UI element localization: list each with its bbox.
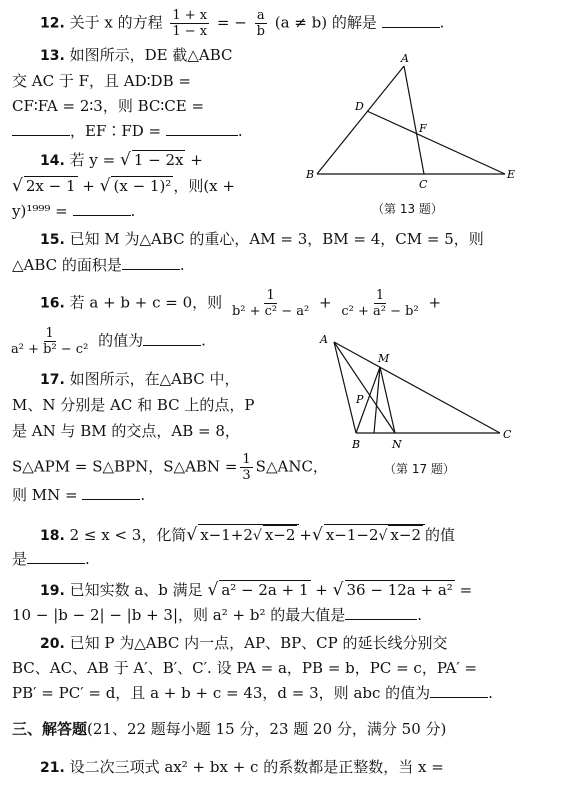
q13-blank2[interactable]	[166, 123, 238, 136]
q15-text1: 已知 M 为△ABC 的重心，AM = 3，BM = 4，CM = 5，则	[69, 230, 484, 248]
q13-label-d: D	[355, 100, 364, 113]
q16-end: .	[201, 331, 206, 350]
q14-plus2: +	[82, 177, 95, 195]
q17-frac-den: 3	[242, 468, 251, 483]
q19-sqrt1: a² − 2a + 1	[221, 581, 309, 599]
q16-line2	[6, 326, 206, 357]
q17-label-c: C	[503, 428, 512, 441]
q16-frac2	[339, 288, 420, 319]
q15-line2	[12, 256, 185, 274]
q12-line	[40, 8, 444, 39]
q16-tail: 的值为	[98, 331, 144, 350]
q19-number: 19.	[40, 583, 65, 599]
q21-number: 21.	[40, 760, 65, 776]
q18-number: 18.	[40, 528, 65, 544]
q19-sqrt2: 36 − 12a + a²	[346, 581, 453, 599]
q18-line2	[12, 550, 90, 568]
q14-blank[interactable]	[73, 203, 131, 216]
q18-end: .	[85, 550, 90, 568]
q17-end: .	[140, 486, 146, 504]
q18-blank[interactable]	[27, 551, 85, 564]
q16-line1	[40, 288, 441, 319]
q16-f1-den: b² + c² − a²	[231, 304, 310, 319]
q18-plus: +	[299, 526, 312, 544]
q20-blank[interactable]	[430, 685, 488, 698]
q18-line1: 18. 2 ≤ x < 3，化简√ x−1+2√ x−2 +√ x−1−2√ x−2 的值	[40, 525, 456, 545]
q15-text2: △ABC 的面积是	[12, 256, 122, 274]
q20-text3: PB′ = PC′ = d，且 a + b + c = 43，d = 3，则 abc 的值为	[12, 684, 431, 702]
q21-text1: 设二次三项式 ax² + bx + c 的系数都是正整数，当 x =	[69, 758, 444, 776]
q19-text2: 10 − |b − 2| − |b + 3|，则 a² + b² 的最大值是	[12, 606, 346, 624]
q18-sqrt1-text: x−1+2	[200, 526, 253, 544]
q17-text4b: S△ANC，	[255, 457, 328, 476]
q12-lhs-den: 1 − x	[172, 24, 208, 39]
q14-sqrt1: 1 − 2x	[133, 151, 184, 169]
q19-blank[interactable]	[345, 607, 417, 620]
q13-text4: ，EF∶FD =	[70, 122, 162, 140]
q12-rhs-den: b	[256, 24, 265, 39]
q15-line1	[40, 230, 484, 249]
q17-figure	[316, 330, 526, 452]
q19-text1: 已知实数 a、b 满足	[69, 581, 203, 599]
q13-label-f: F	[419, 122, 427, 135]
q17-label-a: A	[320, 333, 328, 346]
q13-line1	[40, 46, 233, 65]
q13-line2: 交 AC 于 F，且 AD∶DB =	[12, 72, 191, 90]
q13-ab	[317, 66, 404, 174]
q12-lhs-num: 1 + x	[172, 8, 208, 23]
q13-text1: 如图所示，DE 截△ABC	[69, 46, 233, 64]
q17-number: 17.	[40, 372, 65, 388]
q14-text3: y)¹⁹⁹⁹ =	[12, 202, 68, 220]
q16-number: 16.	[40, 295, 65, 312]
q17-line3: 是 AN 与 BM 的交点，AB = 8，	[12, 422, 240, 440]
q13-blank1[interactable]	[12, 123, 70, 136]
q17-line5	[12, 486, 145, 504]
q20-text1: 已知 P 为△ABC 内一点，AP、BP、CP 的延长线分别交	[69, 634, 448, 652]
q18-text1: 2 ≤ x < 3，化简	[69, 526, 187, 544]
q15-blank[interactable]	[122, 257, 180, 270]
q18-tail: 的值	[425, 526, 456, 544]
q17-label-m: M	[378, 352, 390, 365]
q13-ac	[404, 66, 424, 174]
q13-label-a: A	[401, 52, 409, 65]
q14-line3	[12, 202, 135, 220]
q13-caption: （第 13 题）	[372, 202, 443, 216]
q14-line1: 14. 若 y = √ 1 − 2x +	[40, 150, 203, 170]
q13-line4	[12, 122, 243, 140]
q13-end: .	[237, 122, 243, 140]
q18-sqrt2: x−1−2√ x−2	[324, 524, 425, 545]
q14-text1a: 若 y =	[69, 151, 116, 169]
q16-plus1: +	[319, 293, 332, 312]
q17-ab	[334, 342, 356, 433]
q16-f1-num: 1	[266, 288, 275, 303]
q18-text2: 是	[12, 550, 28, 568]
q16-plus2: +	[428, 293, 442, 312]
q17-frac-num: 1	[242, 452, 251, 467]
section-heading	[12, 720, 446, 738]
q17-line4	[12, 452, 328, 483]
q17-line2: M、N 分别是 AC 和 BC 上的点，P	[12, 396, 255, 414]
section-note: (21、22 题每小题 15 分，23 题 20 分，满分 50 分)	[87, 720, 447, 738]
q17-frac	[240, 452, 252, 483]
q16-frac1	[230, 288, 311, 319]
q14-sqrt2: 2x − 1	[25, 177, 76, 195]
q15-number: 15.	[40, 232, 65, 248]
q13-label-b: B	[306, 168, 315, 181]
q14-number: 14.	[40, 153, 65, 169]
q16-f2-num: 1	[375, 288, 385, 303]
q14-text2d: ，则(x +	[173, 177, 235, 195]
q18-sqrt2-text: x−1−2	[325, 526, 379, 544]
q18-sqrt1: x−1+2√ x−2	[198, 524, 299, 545]
q13-de	[367, 111, 505, 174]
q14-line2: √ 2x − 1 + √ (x − 1)² ，则(x +	[12, 176, 235, 196]
q17-ac	[334, 342, 500, 433]
q12-answer-blank[interactable]	[382, 15, 440, 28]
q17-label-b: B	[352, 438, 361, 451]
q14-end: .	[130, 202, 136, 220]
q16-f3-num: 1	[45, 326, 54, 341]
q16-f2-den: c² + a² − b²	[341, 304, 419, 319]
q17-text5: 则 MN =	[12, 486, 78, 504]
q12-cond: (a ≠ b) 的解是	[274, 13, 377, 32]
q13-number: 13.	[40, 48, 65, 64]
q12-lhs-fraction	[170, 8, 209, 39]
q20-line3	[12, 684, 493, 702]
q19-line2	[12, 606, 422, 624]
q18-sqrt2-inner: x−2	[390, 526, 421, 544]
q17-mn	[380, 367, 395, 433]
q16-f3-den: a² + b² − c²	[11, 342, 89, 357]
q19-plus: +	[315, 581, 328, 599]
q17-caption: （第 17 题）	[384, 462, 455, 476]
q20-number: 20.	[40, 636, 65, 652]
q16-blank[interactable]	[143, 333, 201, 346]
q12-rhs-num: a	[256, 8, 265, 23]
q17-blank[interactable]	[82, 487, 140, 500]
q12-lead: 关于 x 的方程	[69, 13, 163, 32]
q13-label-c: C	[419, 178, 428, 190]
q20-line2: BC、AC、AB 于 A′、B′、C′. 设 PA = a，PB = b，PC = c，PA′ =	[12, 659, 478, 677]
q16-lead: 若 a + b + c = 0，则	[69, 293, 223, 312]
q20-end: .	[488, 684, 493, 702]
q17-label-n: N	[392, 438, 402, 451]
q19-end: .	[417, 606, 423, 624]
q12-number: 12.	[40, 15, 65, 32]
q12-eq: = −	[216, 13, 247, 32]
q17-text4a: S△APM = S△BPN，S△ABN =	[12, 457, 238, 476]
q15-end: .	[179, 256, 185, 274]
q16-frac3	[9, 326, 90, 357]
q12-end: .	[439, 13, 445, 32]
section-title: 三、解答题	[12, 720, 88, 738]
q13-figure	[300, 50, 530, 190]
q12-rhs-fraction	[255, 8, 267, 39]
q18-sqrt1-inner: x−2	[264, 526, 296, 544]
q14-sqrt3: (x − 1)²	[113, 177, 172, 195]
q17-label-p: P	[356, 393, 364, 406]
q13-line3: CF∶FA = 2∶3，则 BC∶CE =	[12, 97, 205, 115]
q20-line1	[40, 634, 448, 653]
q17-line1	[40, 370, 240, 389]
q19-line1: 19. 已知实数 a、b 满足 √ a² − 2a + 1 + √ 36 − 12a + a² =	[40, 580, 473, 600]
q21-line1	[40, 758, 444, 777]
q14-plus1: +	[190, 151, 203, 169]
q17-text1: 如图所示，在△ABC 中，	[69, 370, 240, 388]
q13-label-e: E	[507, 168, 516, 181]
q19-eq: =	[459, 581, 473, 599]
